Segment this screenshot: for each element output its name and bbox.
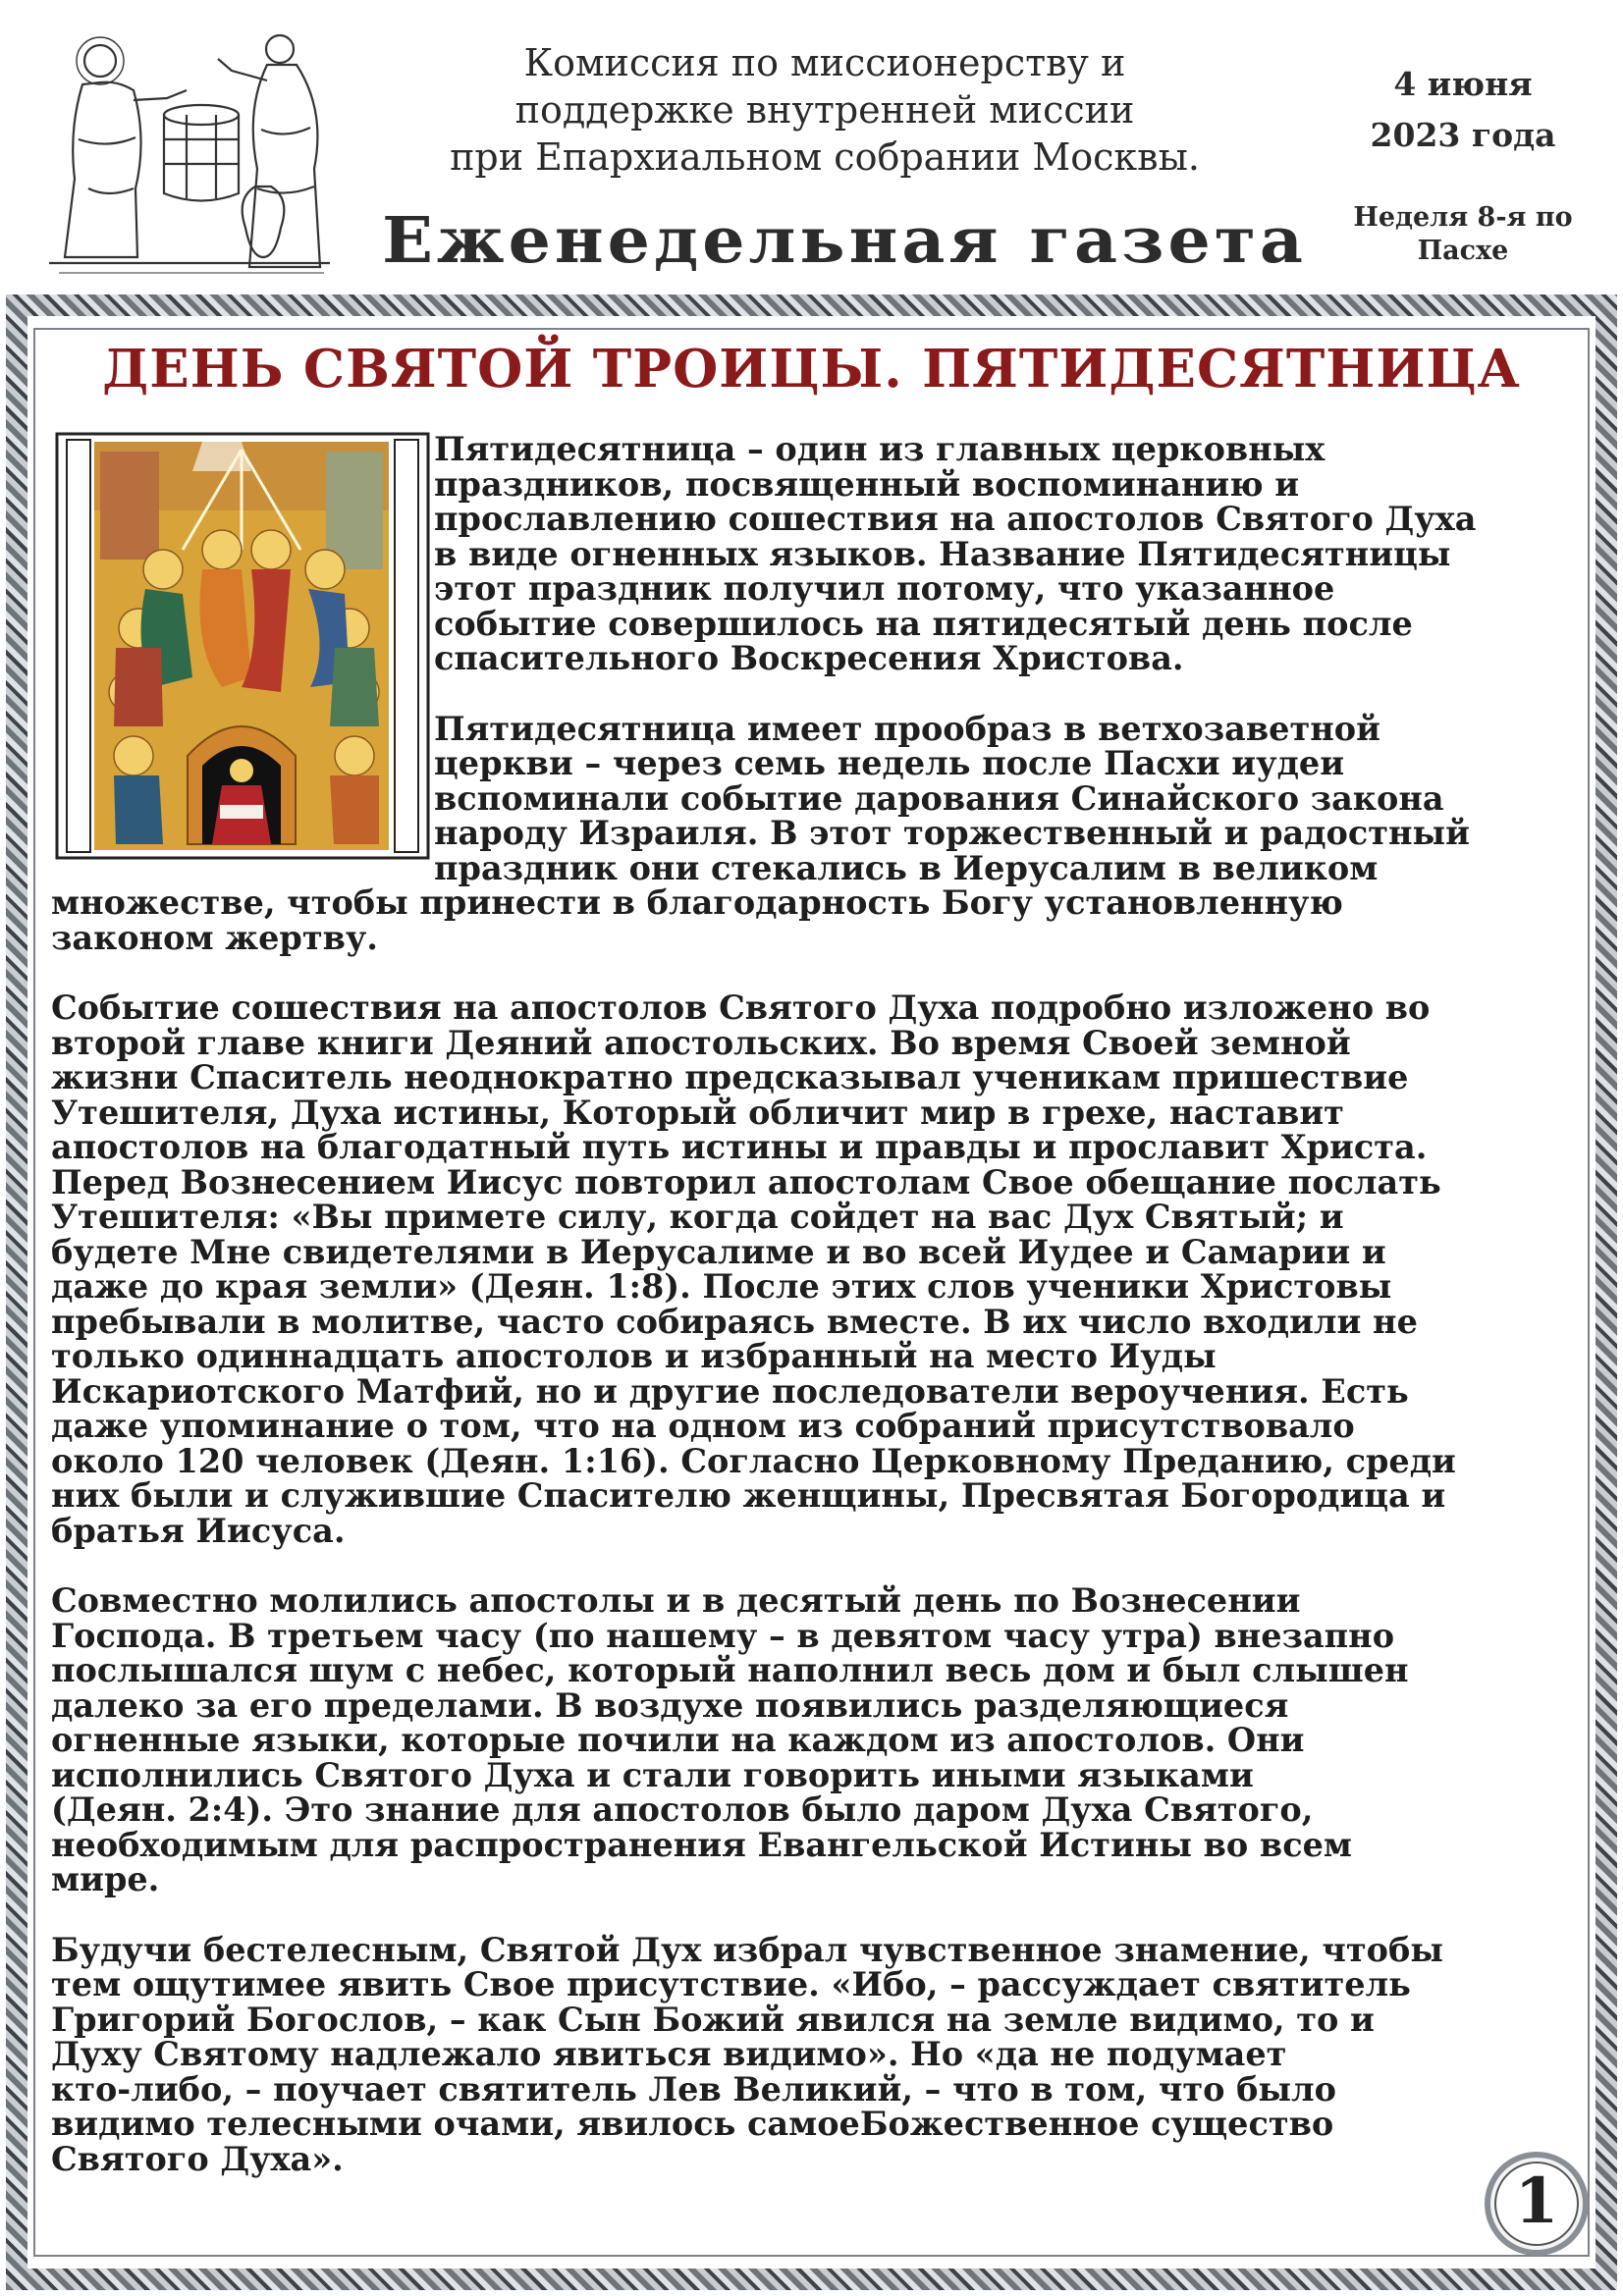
text-line: народу Израиля. В этот торжественный и радостный	[434, 814, 1470, 852]
text-line: Святого Духа».	[51, 2139, 344, 2178]
text-line: кто-либо, – поучает святитель Лев Великий, – что в том, что было	[51, 2069, 1337, 2109]
commission-name	[393, 39, 1257, 181]
text-line: праздник они стекались в Иерусалим в великом	[434, 848, 1379, 887]
text-line: даже упоминание о том, что на одном из собраний присутствовало	[51, 1407, 1355, 1445]
text-line: Будучи бестелесным, Святой Дух избрал чувственное знамение, чтобы	[51, 1930, 1443, 1969]
text-line: апостолов на благодатный путь истины и правды и прославит Христа.	[51, 1128, 1428, 1166]
text-line: второй главе книги Деяний апостольских. Во время Своей земной	[51, 1023, 1351, 1062]
text-line: далеко за его пределами. В воздухе появились разделяющиеся	[51, 1685, 1289, 1725]
text-line: только одиннадцать апостолов и избранный на место Иуды	[51, 1337, 1217, 1375]
text-line: множестве, чтобы принести в благодарность Богу установленную	[51, 883, 1343, 922]
text-line: Григорий Богослов, – как Сын Божий явился на земле видимо, то и	[51, 2000, 1375, 2039]
text-line: Утешителя: «Вы примете силу, когда сойдет на вас Дух Святый; и	[51, 1198, 1344, 1236]
article-paragraph	[51, 1583, 1589, 1897]
christ-and-samaritan-woman-illustration	[39, 22, 334, 279]
newspaper-title: Еженедельная газета	[382, 203, 1307, 278]
text-line: тем ощутимее явить Свое присутствие. «Ибо, – рассуждает святитель	[51, 1965, 1411, 2003]
text-line: мире.	[51, 1860, 160, 1898]
issue-date-year: 2023 года	[1370, 116, 1556, 154]
text-line: Утешителя, Духа истины, Который обличит мир в грехе, наставит	[51, 1093, 1344, 1132]
text-line: послышался шум с небес, который наполнил весь дом и был слышен	[51, 1651, 1409, 1689]
article-body	[51, 432, 1589, 2212]
text-line: видимо телесными очами, явилось самоеБожественное существо	[51, 2105, 1334, 2143]
text-line: Совместно молились апостолы и в десятый день по Вознесении	[51, 1581, 1301, 1620]
text-line: Господа. В третьем часу (по нашему – в девятом часу утра) внезапно	[51, 1616, 1395, 1655]
liturgical-week-line: Пасхе	[1417, 236, 1509, 266]
article-paragraph	[51, 990, 1589, 1548]
commission-line: Комиссия по миссионерству и	[523, 41, 1126, 84]
newspaper-header	[0, 0, 1623, 294]
commission-line: при Епархиальном собрании Москвы.	[450, 135, 1200, 179]
text-line: Духу Святому надлежало явиться видимо». Но «да не подумает	[51, 2035, 1287, 2073]
page-number: 1	[1514, 2164, 1559, 2238]
text-line: прославлению сошествия на апостолов Святого Духа	[434, 500, 1477, 538]
text-line: около 120 человек (Деян. 1:16). Согласно Церковному Преданию, среди	[51, 1441, 1456, 1480]
text-line: праздников, посвященный воспоминанию и	[434, 464, 1300, 504]
text-line: законом жертву.	[51, 918, 378, 957]
text-line: спасительного Воскресения Христова.	[434, 639, 1184, 677]
liturgical-week-line: Неделя 8-я по	[1353, 202, 1573, 233]
text-line: (Деян. 2:4). Это знание для апостолов было даром Духа Святого,	[51, 1790, 1314, 1829]
liturgical-week	[1335, 201, 1591, 268]
text-line: Искариотского Матфий, но и другие последователи вероучения. Есть	[51, 1371, 1409, 1411]
text-line: будете Мне свидетелями в Иерусалиме и во всей Иудее и Самарии и	[51, 1232, 1386, 1271]
text-line: пребывали в молитве, часто собираясь вместе. В их число входили не	[51, 1302, 1418, 1341]
issue-date-day: 4 июня	[1393, 65, 1533, 103]
text-line: даже до края земли» (Деян. 1:8). После этих слов ученики Христовы	[51, 1267, 1392, 1306]
article-paragraph	[51, 432, 1589, 676]
text-line: Перед Вознесением Иисус повторил апостолам Свое обещание послать	[51, 1162, 1441, 1201]
text-line: Событие сошествия на апостолов Святого Духа подробно изложено во	[51, 988, 1431, 1027]
article-paragraph	[51, 709, 1589, 957]
text-line: событие совершилось на пятидесятый день после	[434, 604, 1413, 643]
text-line: церкви – через семь недель после Пасхи иудеи	[434, 744, 1345, 782]
text-line: Пятидесятница имеет прообраз в ветхозаветной	[434, 709, 1380, 748]
commission-line: поддержке внутренней миссии	[514, 88, 1135, 132]
text-line: необходимым для распространения Евангельской Истины во всем	[51, 1825, 1353, 1864]
text-line: исполнились Святого Духа и стали говорить иными языками	[51, 1755, 1254, 1794]
article-headline: ДЕНЬ СВЯТОЙ ТРОИЦЫ. ПЯТИДЕСЯТНИЦА	[102, 339, 1521, 400]
text-line: вспоминали событие дарования Синайского закона	[434, 778, 1444, 818]
article-paragraph	[51, 1930, 1589, 2178]
text-line: них были и служившие Спасителю женщины, Пресвятая Богородица и	[51, 1476, 1446, 1515]
text-line: в виде огненных языков. Название Пятидесятницы	[434, 534, 1451, 573]
text-line: Пятидесятница – один из главных церковных	[434, 430, 1325, 468]
text-line: жизни Спаситель неоднократно предсказывал ученикам пришествие	[51, 1058, 1409, 1096]
text-line: огненные языки, которые почили на каждом из апостолов. Они	[51, 1721, 1305, 1759]
text-line: этот праздник получил потому, что указанное	[434, 569, 1335, 608]
issue-date	[1350, 59, 1576, 161]
text-line: братья Иисуса.	[51, 1511, 346, 1550]
